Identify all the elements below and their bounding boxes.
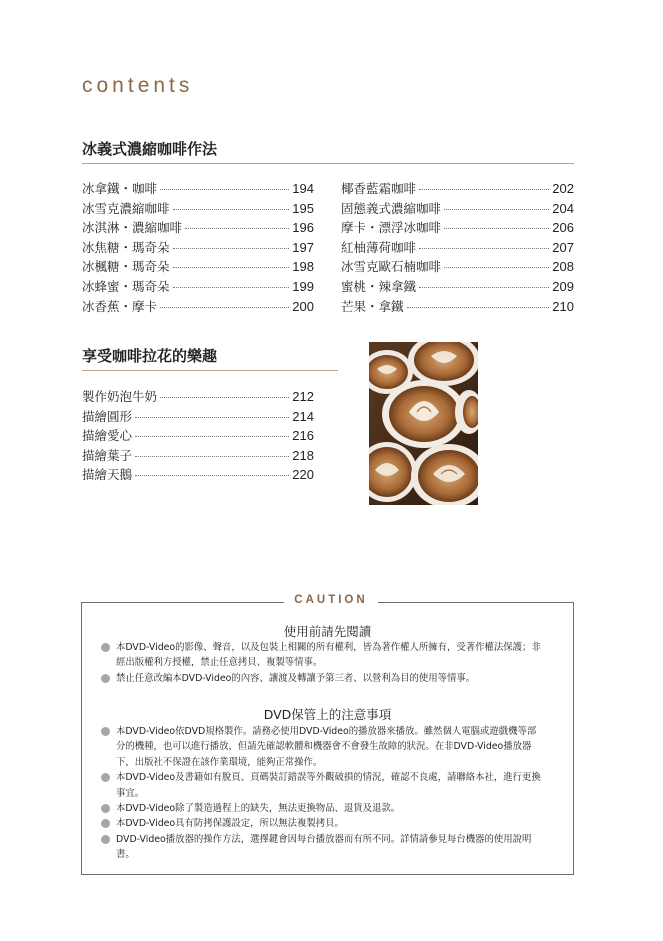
toc-entry[interactable] — [82, 238, 314, 258]
toc-entry-page: 209 — [552, 278, 574, 294]
toc-dot-leader — [419, 189, 549, 190]
toc-dot-leader — [444, 228, 549, 229]
caution-note: 本DVD-Video的影像、聲音，以及包裝上相關的所有權利，皆為著作權人所擁有，受著作權法保護；非經出版權利方授權，禁止任意拷貝、複製等情事。 — [101, 640, 541, 671]
toc-dot-leader — [160, 397, 289, 398]
toc-dot-leader — [419, 248, 549, 249]
toc-entry-page: 195 — [292, 200, 314, 216]
toc-entry-label: 製作奶泡牛奶 — [82, 389, 158, 404]
toc-list-right — [341, 179, 574, 316]
latte-art-coffee-cups-photo — [369, 342, 478, 505]
toc-entry[interactable] — [82, 407, 314, 427]
toc-entry-page: 214 — [292, 408, 314, 424]
toc-entry-page: 199 — [292, 278, 314, 294]
toc-entry-page: 198 — [292, 259, 314, 275]
toc-entry-label: 摩卡・漂浮冰咖啡 — [341, 220, 442, 236]
section-title-iced-espresso: 冰義式濃縮咖啡作法 — [82, 140, 218, 158]
toc-entry-label: 冰拿鐵・咖啡 — [82, 181, 158, 196]
toc-entry[interactable] — [82, 297, 314, 317]
toc-dot-leader — [173, 209, 290, 210]
toc-entry[interactable] — [341, 277, 574, 297]
toc-entry[interactable] — [82, 257, 314, 277]
toc-dot-leader — [419, 287, 549, 288]
toc-entry[interactable] — [82, 387, 314, 407]
toc-dot-leader — [173, 287, 290, 288]
toc-entry-page: 212 — [292, 389, 314, 404]
toc-entry-label: 冰淇淋・濃縮咖啡 — [82, 220, 183, 236]
toc-entry-label: 描繪愛心 — [82, 428, 133, 444]
toc-entry[interactable] — [82, 426, 314, 446]
toc-entry-label: 冰香蕉・摩卡 — [82, 298, 158, 314]
toc-entry-label: 冰楓糖・瑪奇朵 — [82, 259, 170, 275]
toc-entry[interactable] — [82, 179, 314, 199]
toc-entry[interactable] — [82, 277, 314, 297]
toc-entry-label: 冰雪克濃縮咖啡 — [82, 200, 170, 216]
caution-notes-before-use — [101, 640, 541, 686]
toc-dot-leader — [407, 307, 550, 308]
toc-entry-label: 芒果・拿鐵 — [341, 298, 404, 314]
toc-entry[interactable] — [341, 218, 574, 238]
caution-note: 本DVD-Video及書籍如有脫頁、頁碼裝訂錯誤等外觀破損的情況，確認不良處，請聯絡本社，進行更換事宜。 — [101, 770, 541, 801]
toc-entry-page: 206 — [552, 220, 574, 236]
toc-entry[interactable] — [341, 297, 574, 317]
toc-dot-leader — [173, 267, 290, 268]
contents-title: contents — [82, 74, 194, 97]
toc-entry[interactable] — [341, 199, 574, 219]
toc-entry[interactable] — [82, 218, 314, 238]
caution-heading-dvd-storage: DVD保管上的注意事項 — [263, 707, 392, 722]
toc-entry-page: 218 — [292, 447, 314, 463]
toc-entry-label: 描繪天鵝 — [82, 467, 133, 483]
caution-label: CAUTION — [284, 594, 378, 606]
toc-dot-leader — [135, 456, 289, 457]
toc-entry-page: 207 — [552, 239, 574, 255]
toc-entry-page: 210 — [552, 298, 574, 314]
toc-list-latte-art — [82, 387, 314, 485]
toc-entry-page: 202 — [552, 181, 574, 196]
toc-entry-label: 描繪圓形 — [82, 408, 133, 424]
toc-entry[interactable] — [341, 257, 574, 277]
toc-entry-page: 220 — [292, 467, 314, 483]
toc-entry-label: 冰焦糖・瑪奇朵 — [82, 239, 170, 255]
toc-entry[interactable] — [82, 199, 314, 219]
toc-dot-leader — [160, 189, 289, 190]
caution-heading-before-use: 使用前請先閱讀 — [283, 624, 372, 639]
section-divider — [82, 163, 574, 164]
caution-notes-dvd-storage — [101, 724, 541, 863]
toc-dot-leader — [444, 209, 549, 210]
section-title-latte-art: 享受咖啡拉花的樂趣 — [82, 347, 218, 365]
toc-dot-leader — [160, 307, 289, 308]
toc-dot-leader — [135, 475, 289, 476]
toc-entry[interactable] — [341, 179, 574, 199]
caution-note: 本DVD-Video具有防拷保護設定，所以無法複製拷貝。 — [101, 816, 541, 831]
toc-entry-page: 216 — [292, 428, 314, 444]
toc-dot-leader — [444, 267, 549, 268]
toc-list-left — [82, 179, 314, 316]
toc-entry-label: 椰香藍霜咖啡 — [341, 181, 417, 196]
toc-entry[interactable] — [341, 238, 574, 258]
toc-entry[interactable] — [82, 446, 314, 466]
toc-entry[interactable] — [82, 465, 314, 485]
caution-note: 禁止任意改編本DVD-Video的內容、讓渡及轉讓予第三者、以營利為目的使用等情事。 — [101, 671, 541, 686]
toc-entry-page: 194 — [292, 181, 314, 196]
toc-dot-leader — [173, 248, 290, 249]
toc-dot-leader — [135, 436, 289, 437]
toc-entry-label: 冰雪克歐石楠咖啡 — [341, 259, 442, 275]
toc-entry-page: 197 — [292, 239, 314, 255]
toc-entry-label: 蜜桃・辣拿鐵 — [341, 278, 417, 294]
toc-entry-page: 208 — [552, 259, 574, 275]
toc-entry-page: 204 — [552, 200, 574, 216]
toc-entry-label: 紅柚薄荷咖啡 — [341, 239, 417, 255]
toc-dot-leader — [135, 417, 289, 418]
caution-note: 本DVD-Video除了製造過程上的缺失，無法更換物品、退貨及退款。 — [101, 801, 541, 816]
toc-dot-leader — [185, 228, 289, 229]
caution-note: 本DVD-Video依DVD規格製作。請務必使用DVD-Video的播放器來播放。雖然個人電腦或遊戲機等部分的機種，也可以進行播放，但請先確認軟體和機器會不會發生故障的狀況。在非DVD-Video播放器下，出版社不保證在該作業環境，能夠正常操作。 — [101, 724, 541, 770]
toc-entry-label: 固態義式濃縮咖啡 — [341, 200, 442, 216]
toc-entry-label: 描繪葉子 — [82, 447, 133, 463]
caution-note: DVD-Video播放器的操作方法，選擇鍵會因每台播放器而有所不同。詳情請參見每台機器的使用說明書。 — [101, 832, 541, 863]
section-divider — [82, 370, 338, 371]
toc-entry-label: 冰蜂蜜・瑪奇朵 — [82, 278, 170, 294]
toc-entry-page: 196 — [292, 220, 314, 236]
toc-entry-page: 200 — [292, 298, 314, 314]
